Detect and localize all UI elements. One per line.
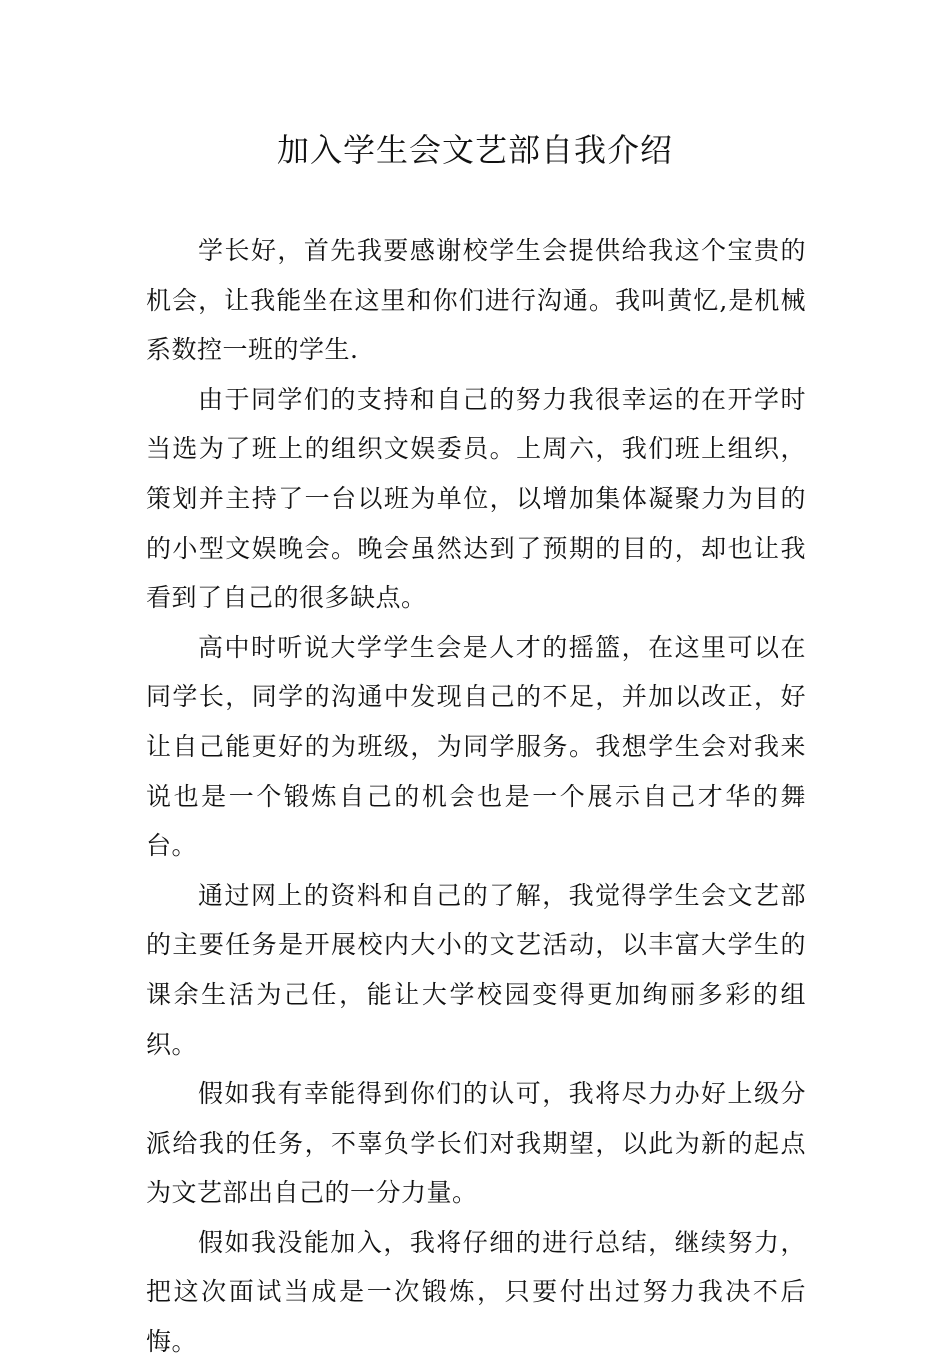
- document-title: 加入学生会文艺部自我介绍: [276, 131, 673, 169]
- paragraph-motivation: 高中时听说大学学生会是人才的摇篮，在这里可以在同学长，同学的沟通中发现自己的不足，并加以改正，好让自己能更好的为班级，为同学服务。我想学生会对我来说也是一个锻炼自己的机会也是一个展示自己才华的舞台。: [146, 632, 806, 861]
- document-body: [146, 226, 806, 1367]
- paragraph-if-rejected: 假如我没能加入，我将仔细的进行总结，继续努力，把这次面试当成是一次锻炼，只要付出过努力我决不后悔。: [146, 1227, 806, 1357]
- paragraph-department-understanding: 通过网上的资料和自己的了解，我觉得学生会文艺部的主要任务是开展校内大小的文艺活动，以丰富大学生的课余生活为己任，能让大学校园变得更加绚丽多彩的组织。: [146, 880, 806, 1059]
- paragraph-class-experience: 由于同学们的支持和自己的努力我很幸运的在开学时当选为了班上的组织文娱委员。上周六，我们班上组织，策划并主持了一台以班为单位，以增加集体凝聚力为目的的小型文娱晚会。晚会虽然达到了预期的目的，却也让我看到了自己的很多缺点。: [146, 384, 806, 613]
- paragraph-greeting: 学长好，首先我要感谢校学生会提供给我这个宝贵的机会，让我能坐在这里和你们进行沟通。我叫黄忆,是机械系数控一班的学生.: [146, 236, 806, 365]
- paragraph-if-accepted: 假如我有幸能得到你们的认可，我将尽力办好上级分派给我的任务，不辜负学长们对我期望，以此为新的起点为文艺部出自己的一分力量。: [146, 1079, 806, 1208]
